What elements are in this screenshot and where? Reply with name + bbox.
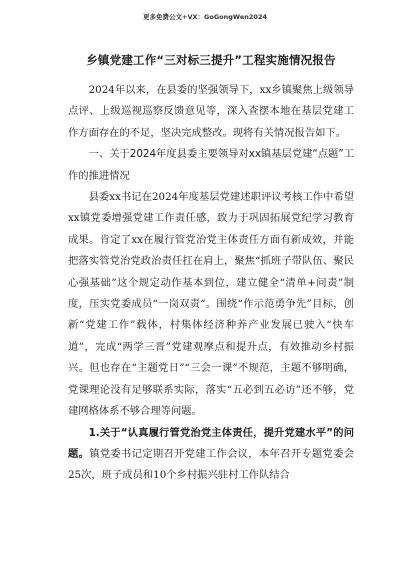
document-body xyxy=(68,52,354,487)
item-body: 镇党委书记定期召开党建工作会议，本年召开专题党委会25次，班子成员和10个乡村振兴驻村工作队结合 xyxy=(68,447,355,482)
section-heading: 一、关于2024年度县委主要领导对xx镇基层党建“点题”工作的推进情况 xyxy=(68,148,354,182)
section-body-paragraph: 县委xx书记在2024年度基层党建述职评议考核工作中希望xx镇党委增强党建工作责任感，致力于巩固拓展党纪学习教育成果。肯定了xx在履行管党治党主体责任方面有新成效，并能把落实管党治党政治责任扛在肩上，聚焦“抓班子带队伍、聚民心强基础”这个规定动作基本到位，建立健全“清单+问责”制度，压实党委成员“一岗双责”。围绕“作示范勇争先”目标，创新“党建工作”载体，村集体经济种养产业发展已驶入“快车道”，完成“两学三晋”党建观摩点和提升点，有效推动乡村振兴。但也存在“主题党日”“三会一课”不规范，主题不够明确，党课理论没有足够联系实际，落实“五必到五必访”还不够，党建网格体系不够合理等问题。 xyxy=(68,191,354,418)
item-heading: 1.关于“认真履行管党治党主体责任，提升党建水平”的问题。 xyxy=(68,426,354,460)
document-title: 乡镇党建工作“三对标三提升”工程实施情况报告 xyxy=(86,53,336,67)
header-note: 更多免费公文+VX：GoGongWen2024 xyxy=(143,13,267,21)
intro-paragraph: 2024年以来，在县委的坚强领导下，xx乡镇聚焦上级领导点评、上级巡视巡察反馈意见等，深入查摆本地在基层党建工作方面存在的不足，坚决完成整改。现将有关情况报告如下。 xyxy=(68,84,354,139)
item-paragraph xyxy=(68,423,354,487)
